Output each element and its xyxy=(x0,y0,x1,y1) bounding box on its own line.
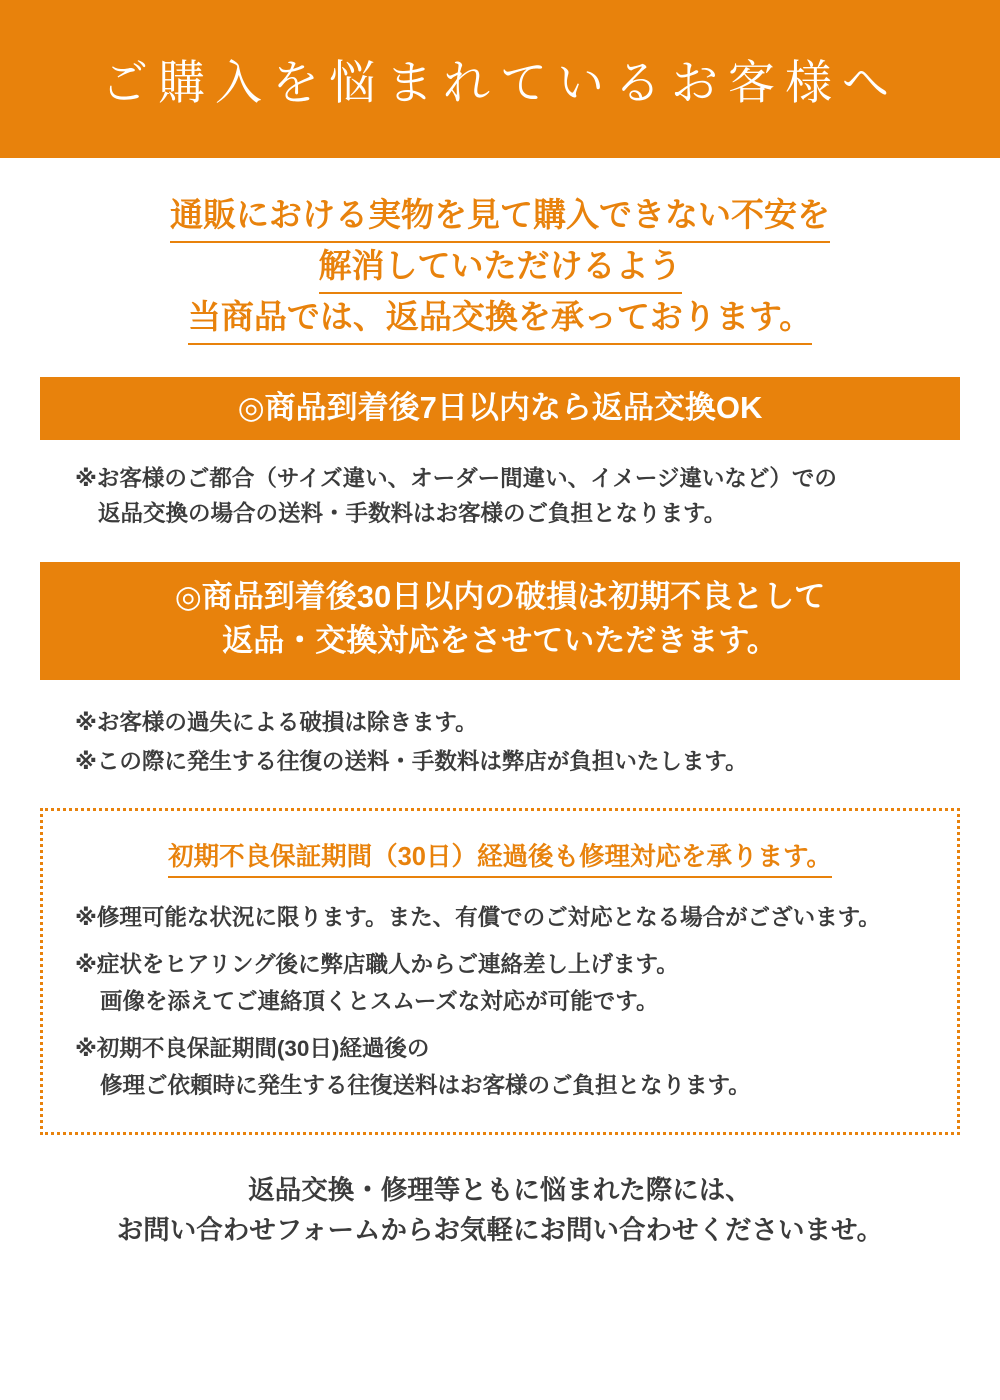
repair-policy-title xyxy=(75,837,925,878)
intro-block xyxy=(0,192,1000,345)
page-title: ご購入を悩まれているお客様へ xyxy=(101,57,899,110)
section-2-heading-line-2: 返品・交換対応をさせていただきます。 xyxy=(222,623,778,659)
footer-line-2: お問い合わせフォームからお気軽にお問い合わせくださいませ。 xyxy=(116,1214,884,1245)
intro-line-1 xyxy=(0,192,1000,243)
section-1-heading-text: ◎商品到着後7日以内なら返品交換OK xyxy=(237,389,763,425)
section-2-heading-line-1: ◎商品到着後30日以内の破損は初期不良として xyxy=(174,578,826,614)
repair-policy-line-1-text: ※修理可能な状況に限ります。また、有償でのご対応となる場合がございます。 xyxy=(75,904,881,930)
repair-policy-line-3-text: ※初期不良保証期間(30日)経過後の xyxy=(75,1036,430,1062)
section-2-note-line-1: ※お客様の過失による破損は除きます。 xyxy=(75,710,478,736)
section-1-note-line-2: 返品交換の場合の送料・手数料はお客様のご負担となります。 xyxy=(98,500,727,526)
repair-policy-line-2-sub: 画像を添えてご連絡頂くとスムーズな対応が可能です。 xyxy=(100,988,659,1014)
section-2-notes xyxy=(75,704,945,781)
section-2-heading-bar xyxy=(40,562,960,681)
repair-policy-box xyxy=(40,808,960,1135)
section-2-note-line-2: ※この際に発生する往復の送料・手数料は弊店が負担いたします。 xyxy=(75,749,748,775)
repair-policy-line-3 xyxy=(75,1031,925,1104)
intro-line-2 xyxy=(0,243,1000,294)
repair-policy-title-text: 初期不良保証期間（30日）経過後も修理対応を承ります。 xyxy=(168,837,832,878)
repair-policy-line-2 xyxy=(75,947,925,1020)
section-1-note-line-1: ※お客様のご都合（サイズ違い、オーダー間違い、イメージ違いなど）での xyxy=(75,465,837,491)
repair-policy-line-1 xyxy=(75,900,925,936)
intro-line-3-text: 当商品では、返品交換を承っております。 xyxy=(188,294,812,345)
header-banner xyxy=(0,0,1000,158)
footer-message xyxy=(0,1171,1000,1251)
footer-line-1: 返品交換・修理等ともに悩まれた際には、 xyxy=(248,1174,752,1205)
section-1-heading-bar xyxy=(40,377,960,440)
repair-policy-line-3-sub: 修理ご依頼時に発生する往復送料はお客様のご負担となります。 xyxy=(100,1072,751,1098)
section-1-notes xyxy=(75,462,945,532)
intro-line-3 xyxy=(0,294,1000,345)
repair-policy-line-2-text: ※症状をヒアリング後に弊店職人からご連絡差し上げます。 xyxy=(75,952,679,978)
intro-line-1-text: 通販における実物を見て購入できない不安を xyxy=(170,192,830,243)
intro-line-2-text: 解消していただけるよう xyxy=(319,243,682,294)
